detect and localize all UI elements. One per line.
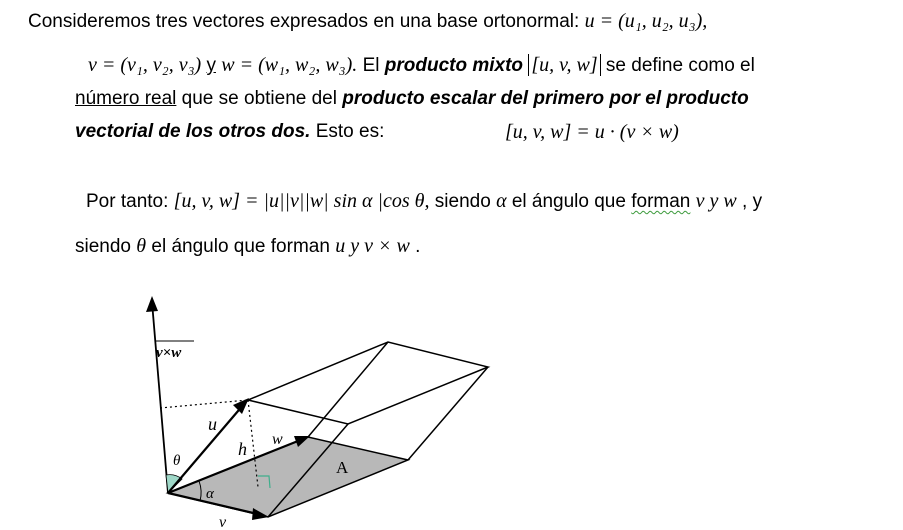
label-A: A [336,458,349,477]
forman-spellcheck: forman [631,191,691,212]
alpha-symbol: α [496,190,507,212]
top-face [248,342,488,424]
edge-back-left [308,342,388,437]
line5-tail: , y [742,191,763,212]
label-h: h [238,439,247,459]
term-vectorial: vectorial de los otros dos. [75,121,311,142]
vector-w-definition: w = (w₁, w₂, w₃). [221,54,358,76]
line6-end: . [415,236,421,257]
formula-magnitudes: [u, v, w] = |u||v||w| sin α |cos θ, [173,190,430,212]
angle-text-2: el ángulo que forman [151,236,330,257]
vectors-u-vxw: u y v × w [335,235,410,257]
label-theta: θ [173,453,181,469]
theta-symbol: θ [136,235,147,257]
label-alpha: α [206,486,214,502]
mixed-product-symbol: [u, v, w] [528,54,600,76]
article-el: El [362,55,380,76]
conjunction-y: y [206,55,216,76]
esto-es-text: Esto es: [315,121,385,142]
definition-tail: se define como el [605,55,755,76]
label-vxw: v×w [156,345,182,361]
angle-text-1: el ángulo que [511,191,626,212]
siendo-text-1: siendo [434,191,491,212]
term-producto-mixto: producto mixto [384,55,524,76]
edge-front-right [408,367,488,460]
label-u: u [208,414,217,434]
label-v: v [219,514,227,530]
vxw-arrowhead [146,296,158,312]
label-w: w [272,431,283,448]
formula-mixed-product-text: [u, v, w] = u · (v × w) [505,121,679,143]
base-area-A [168,437,408,517]
vectors-v-w: v y w [695,190,737,212]
term-producto-escalar: producto escalar del primero por el producto [342,88,749,109]
term-numero-real: número real [75,88,177,109]
vector-v-definition: v = (v₁, v₂, v₃) [88,54,202,76]
line3-middle: que se obtiene del [181,88,337,109]
intro-text: Consideremos tres vectores expresados en una base ortonormal: [28,11,580,32]
vxw-axis [152,302,168,493]
por-tanto-text: Por tanto: [86,191,169,212]
siendo-text-2: siendo [75,236,131,257]
vector-u-definition: u = (u₁, u₂, u₃), [584,10,708,32]
